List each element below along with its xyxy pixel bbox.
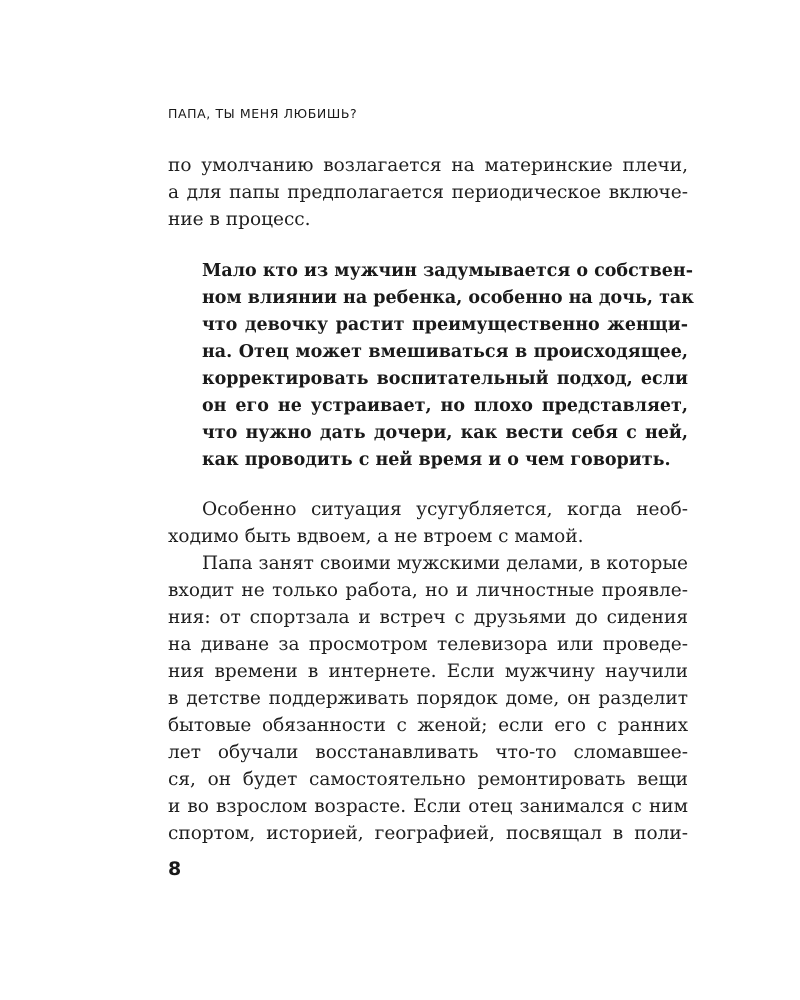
paragraph-3-line: на диване за просмотром телевизора или проведе- [168,634,688,655]
paragraph-3-line: ния: от спортзала и встреч с друзьями до сидения [168,607,688,628]
paragraph-2-line: ходимо быть вдвоем, а не втроем с мамой. [168,526,584,547]
quote-line: как проводить с ней время и о чем говорить. [202,450,671,470]
page-number: 8 [168,858,182,880]
paragraph-3-line: бытовые обязанности с женой; если его с ранних [168,715,688,736]
quote-line: Мало кто из мужчин задумывается о собствен- [202,261,693,281]
paragraph-1-line: ние в процесс. [168,209,311,230]
running-head: ПАПА, ТЫ МЕНЯ ЛЮБИШЬ? [168,106,358,121]
quote-line: на. Отец может вмешиваться в происходящее, [202,342,688,362]
paragraph-3-line: ся, он будет самостоятельно ремонтировать вещи [168,769,688,790]
paragraph-3-line: входит не только работа, но и личностные проявле- [168,580,688,601]
quote-line: ном влиянии на ребенка, особенно на дочь, так [202,288,694,308]
paragraph-3-line: Папа занят своими мужскими делами, в которые [202,553,688,574]
paragraph-1-line: а для папы предполагается периодическое включе- [168,182,688,203]
paragraph-3-line: ния времени в интернете. Если мужчину научили [168,661,688,682]
paragraph-3-line: спортом, историей, географией, посвящал в поли- [168,823,688,844]
paragraph-1-line: по умолчанию возлагается на материнские плечи, [168,155,688,176]
paragraph-2-line: Особенно ситуация усугубляется, когда необ- [202,499,688,520]
paragraph-3-line: лет обучали восстанавливать что-то сломавшее- [168,742,688,763]
quote-line: что нужно дать дочери, как вести себя с ней, [202,423,688,443]
paragraph-3-line: и во взрослом возрасте. Если отец занимался с ним [168,796,688,817]
quote-line: что девочку растит преимущественно женщи- [202,315,688,335]
quote-line: он его не устраивает, но плохо представляет, [202,396,688,416]
paragraph-3-line: в детстве поддерживать порядок доме, он разделит [168,688,688,709]
quote-line: корректировать воспитательный подход, если [202,369,688,389]
